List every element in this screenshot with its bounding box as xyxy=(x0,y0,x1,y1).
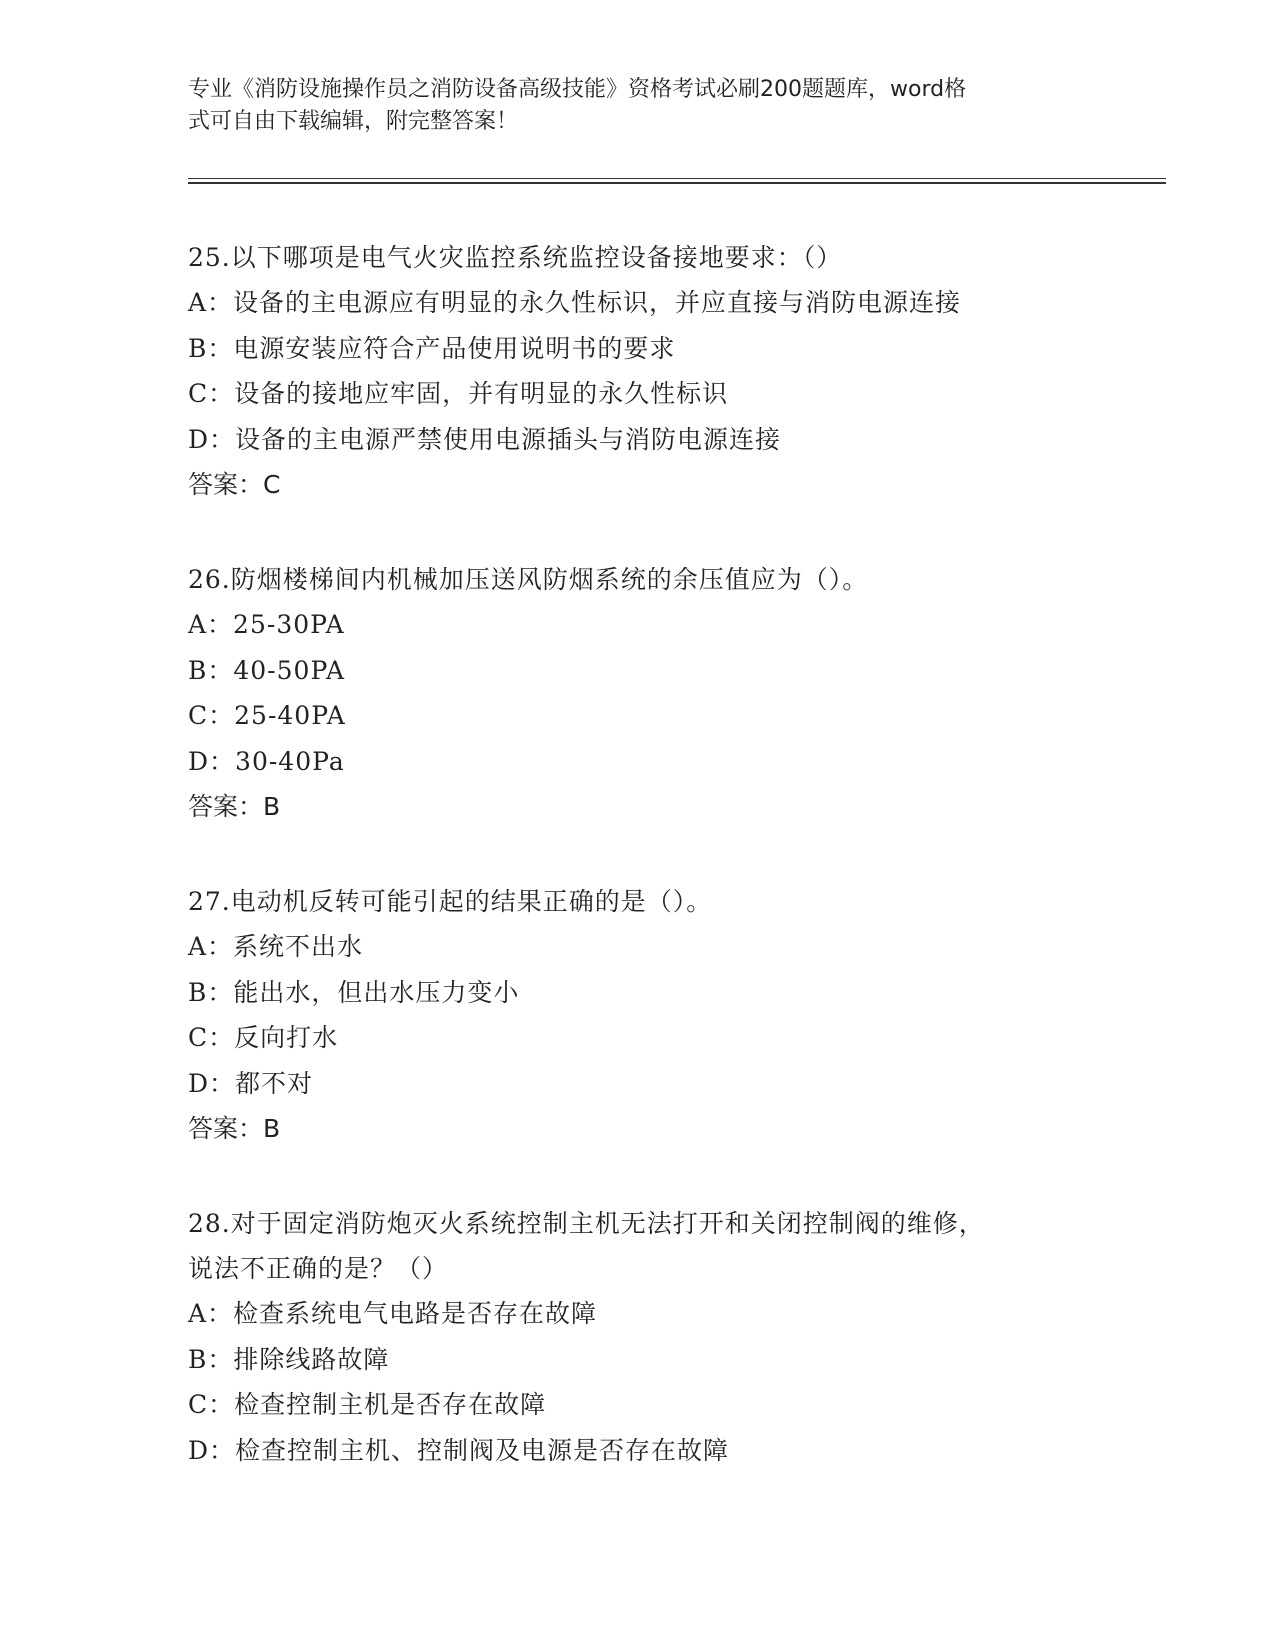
option-c: C：检查控制主机是否存在故障 xyxy=(188,1390,547,1419)
answer-label: 答案：B xyxy=(188,1114,281,1143)
question-25 xyxy=(188,235,1108,507)
question-title: 26.防烟楼梯间内机械加压送风防烟系统的余压值应为（）。 xyxy=(188,565,869,594)
header-line-2: 式可自由下载编辑，附完整答案！ xyxy=(188,109,519,134)
option-a: A：25-30PA xyxy=(188,610,345,639)
question-title-line-2: 说法不正确的是？（） xyxy=(188,1254,449,1283)
document-header xyxy=(188,74,1068,138)
header-line-1: 专业《消防设施操作员之消防设备高级技能》资格考试必刷200题题库，word格 xyxy=(188,77,967,102)
answer-label: 答案：B xyxy=(188,792,281,821)
option-c: C：设备的接地应牢固，并有明显的永久性标识 xyxy=(188,379,729,408)
option-a: A：检查系统电气电路是否存在故障 xyxy=(188,1299,598,1328)
question-title: 27.电动机反转可能引起的结果正确的是（）。 xyxy=(188,887,713,916)
option-b: B：40-50PA xyxy=(188,655,346,685)
question-28 xyxy=(188,1201,1108,1473)
option-a: A：系统不出水 xyxy=(188,932,364,961)
question-26 xyxy=(188,557,1108,829)
option-a: A：设备的主电源应有明显的永久性标识，并应直接与消防电源连接 xyxy=(188,288,962,317)
header-divider-thin xyxy=(188,178,1166,179)
option-b: B：电源安装应符合产品使用说明书的要求 xyxy=(188,333,676,363)
option-b: B：排除线路故障 xyxy=(188,1344,390,1374)
option-d: D：30-40Pa xyxy=(188,746,345,776)
option-c: C：反向打水 xyxy=(188,1023,339,1052)
option-b: B：能出水，但出水压力变小 xyxy=(188,977,520,1007)
question-title-line-1: 28.对于固定消防炮灭火系统控制主机无法打开和关闭控制阀的维修， xyxy=(188,1209,985,1238)
option-c: C：25-40PA xyxy=(188,701,346,730)
option-d: D：检查控制主机、控制阀及电源是否存在故障 xyxy=(188,1435,730,1465)
question-title: 25.以下哪项是电气火灾监控系统监控设备接地要求：（） xyxy=(188,243,843,272)
question-27 xyxy=(188,879,1108,1151)
option-d: D：设备的主电源严禁使用电源插头与消防电源连接 xyxy=(188,424,782,454)
option-d: D：都不对 xyxy=(188,1068,314,1098)
header-divider-thick xyxy=(188,182,1166,184)
answer-label: 答案：C xyxy=(188,470,281,499)
